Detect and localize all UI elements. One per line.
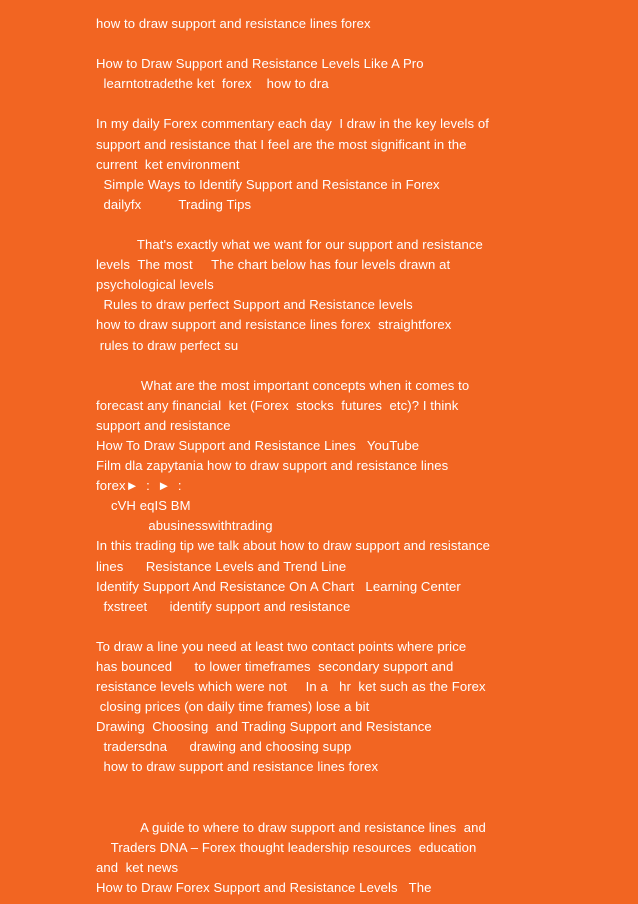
text-line: how to draw support and resistance lines forex	[96, 759, 379, 775]
document-body	[96, 14, 536, 898]
text-line: In this trading tip we talk about how to draw support and resistance	[96, 538, 491, 554]
text-line: A guide to where to draw support and resistance lines and	[96, 819, 486, 835]
text-line: How To Draw Support and Resistance Lines YouTube	[96, 437, 420, 453]
text-line: how to draw support and resistance lines forex	[96, 16, 371, 31]
text-line: fxstreet identify support and resistance	[96, 598, 351, 614]
text-line: abusinesswithtrading	[96, 518, 273, 534]
text-line: rules to draw perfect su	[96, 337, 239, 353]
text-line: resistance levels which were not In a hr ket such as the Forex	[96, 679, 486, 695]
text-line: dailyfx Trading Tips	[96, 196, 252, 212]
text-line: tradersdna drawing and choosing supp	[96, 739, 352, 755]
text-line: Identify Support And Resistance On A Chart Learning Center	[96, 578, 461, 594]
text-line: current ket environment	[96, 156, 240, 172]
text-line: forecast any financial ket (Forex stocks futures etc)? I think	[96, 397, 459, 413]
text-line: closing prices (on daily time frames) lose a bit	[96, 699, 370, 715]
blank-line	[96, 798, 536, 818]
text-line: and ket news	[96, 859, 179, 875]
text-line: How to Draw Forex Support and Resistance Levels The	[96, 880, 432, 896]
blank-line	[96, 215, 536, 235]
text-line: How to Draw Support and Resistance Levels Like A Pro	[96, 56, 424, 72]
text-line: In my daily Forex commentary each day I draw in the key levels of	[96, 116, 490, 132]
text-line: psychological levels	[96, 277, 214, 293]
text-line: cVH eqIS BM	[96, 498, 191, 514]
text-line: Rules to draw perfect Support and Resistance levels	[96, 297, 413, 313]
text-line: has bounced to lower timeframes secondary support and	[96, 659, 454, 674]
text-line: To draw a line you need at least two contact points where price	[96, 638, 467, 654]
text-line: Simple Ways to Identify Support and Resistance in Forex	[96, 176, 440, 192]
blank-line	[96, 34, 536, 54]
text-line: support and resistance	[96, 417, 231, 433]
blank-line	[96, 778, 536, 798]
text-line: forex► : ► :	[96, 478, 182, 494]
text-line: levels The most The chart below has four levels drawn at	[96, 257, 451, 273]
text-line: Drawing Choosing and Trading Support and Resistance	[96, 719, 432, 735]
text-line: Traders DNA – Forex thought leadership resources education	[96, 839, 477, 855]
blank-line	[96, 617, 536, 637]
text-line: lines Resistance Levels and Trend Line	[96, 558, 347, 574]
text-line: Film dla zapytania how to draw support and resistance lines	[96, 458, 449, 474]
text-line: What are the most important concepts when it comes to	[96, 377, 470, 393]
text-line: support and resistance that I feel are the most significant in the	[96, 136, 467, 152]
text-line: learntotradethe ket forex how to dra	[96, 76, 329, 92]
text-line: how to draw support and resistance lines forex straightforex	[96, 317, 452, 333]
blank-line	[96, 94, 536, 114]
text-line: That's exactly what we want for our support and resistance	[96, 237, 483, 253]
blank-line	[96, 356, 536, 376]
